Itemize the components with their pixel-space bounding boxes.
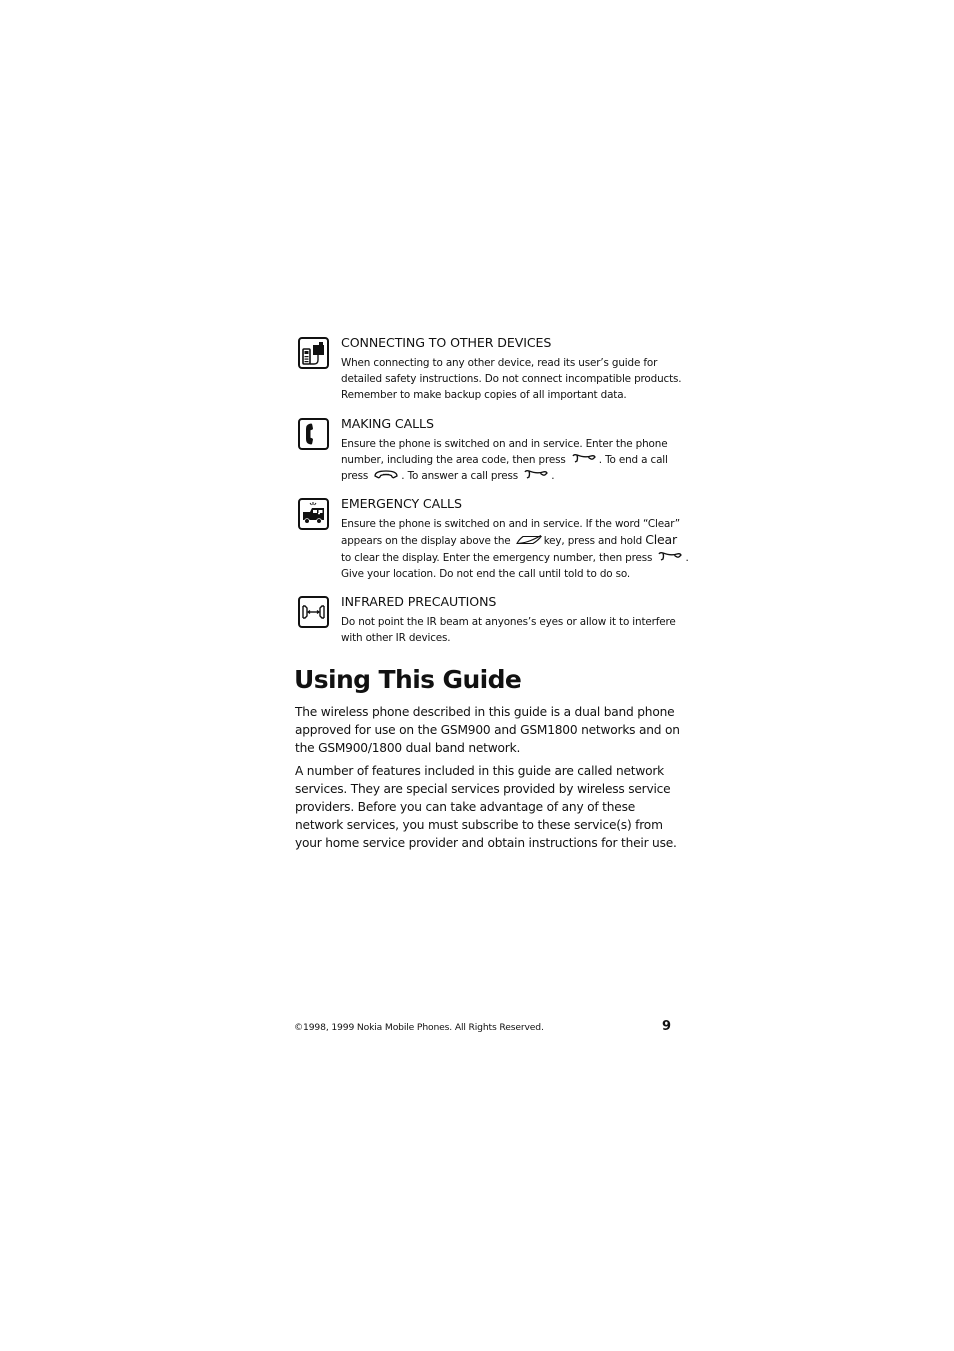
safety-heading: EMERGENCY CALLS — [341, 496, 462, 512]
safety-item-emergency-calls — [296, 495, 689, 582]
end-key-icon — [373, 469, 399, 480]
safety-heading: CONNECTING TO OTHER DEVICES — [341, 335, 552, 350]
safety-heading: MAKING CALLS — [341, 415, 434, 431]
safety-body: When connecting to any other device, read its user’s guide for detailed safety instructions. Do not connect incompatible products. Remember to make backup copies of all important data. — [341, 357, 682, 402]
page-title: Using This Guide — [294, 665, 522, 694]
send-key-icon — [657, 551, 683, 562]
safety-item-infrared — [296, 593, 676, 646]
copyright-notice: ©1998, 1999 Nokia Mobile Phones. All Rights Reserved. — [294, 1022, 544, 1033]
safety-body: Ensure the phone is switched on and in service. Enter the phone number, including the area code, then press . To end a call press . To answer a call press . — [341, 437, 668, 483]
infrared-icon — [298, 596, 329, 628]
devices-icon — [298, 337, 329, 369]
safety-body: Do not point the IR beam at anyones’s eyes or allow it to interfere with other IR devices. — [341, 616, 676, 645]
safety-item-connecting — [296, 334, 682, 404]
page-number: 9 — [662, 1019, 672, 1034]
safety-instructions — [296, 334, 689, 657]
clear-key-label: Clear — [645, 532, 677, 548]
send-key-icon — [523, 469, 549, 480]
paragraph: The wireless phone described in this guide is a dual band phone approved for use on the GSM900 and GSM1800 networks and on the GSM900/1800 dual band network. — [295, 705, 680, 755]
safety-item-making-calls — [296, 415, 676, 485]
ambulance-icon — [298, 498, 329, 530]
safety-heading: INFRARED PRECAUTIONS — [341, 594, 497, 610]
selection-key-icon — [516, 534, 542, 545]
handset-icon — [298, 418, 329, 450]
safety-body: Ensure the phone is switched on and in service. If the word “Clear” appears on the display above the key, press and hold Clear to clear the display. Enter the emergency number, then press . Give your location. Do not end the call until told to do so. — [341, 518, 689, 580]
guide-body — [295, 704, 681, 858]
paragraph: A number of features included in this guide are called network services. They are special services provided by wireless service providers. Before you can take advantage of any of these network services, you must subscribe to these service(s) from your home service provider and obtain instructions for their use. — [295, 764, 677, 850]
send-key-icon — [571, 453, 597, 464]
